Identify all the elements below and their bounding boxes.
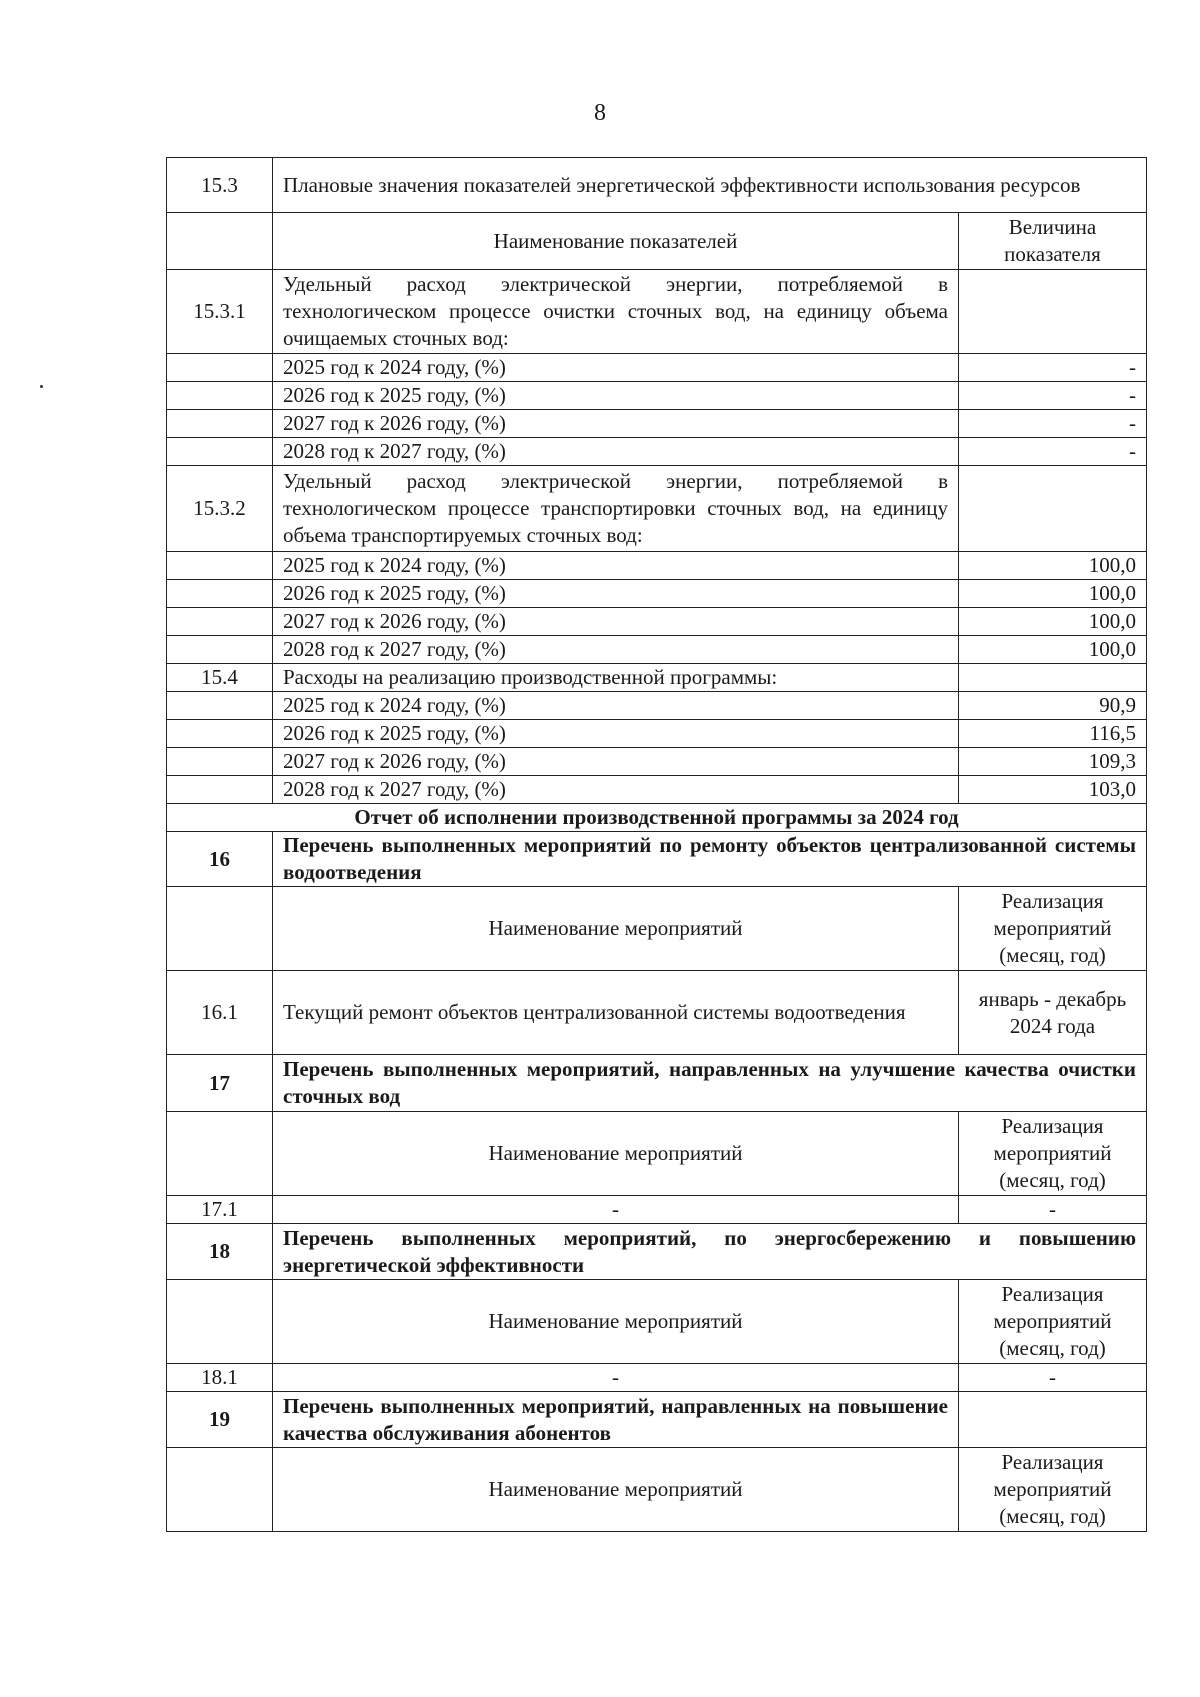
empty-cell xyxy=(167,382,273,410)
column-header-value: Реализация мероприятий (месяц, год) xyxy=(959,1448,1147,1532)
table-row xyxy=(167,1364,1147,1392)
empty-cell xyxy=(167,887,273,971)
table-row xyxy=(167,382,1147,410)
table-header-row xyxy=(167,887,1147,971)
indicator-value: - xyxy=(959,410,1147,438)
indicator-value: 116,5 xyxy=(959,720,1147,748)
table-row xyxy=(167,776,1147,804)
table-row xyxy=(167,410,1147,438)
table-row xyxy=(167,608,1147,636)
measure-date: январь - декабрь 2024 года xyxy=(959,971,1147,1055)
measure-text: Текущий ремонт объектов централизованной системы водоотведения xyxy=(273,971,959,1055)
column-header-name: Наименование мероприятий xyxy=(273,887,959,971)
table-row xyxy=(167,1196,1147,1224)
row-number: 17 xyxy=(167,1055,273,1112)
table-row xyxy=(167,636,1147,664)
empty-cell xyxy=(167,776,273,804)
indicator-value: - xyxy=(959,382,1147,410)
indicator-value: 100,0 xyxy=(959,580,1147,608)
section-title: Перечень выполненных мероприятий по ремонту объектов централизованной системы водоотведения xyxy=(273,832,1147,887)
empty-cell xyxy=(167,410,273,438)
row-number: 15.3.1 xyxy=(167,270,273,354)
period-label: 2025 год к 2024 году, (%) xyxy=(273,552,959,580)
empty-cell xyxy=(167,748,273,776)
table-header-row xyxy=(167,1112,1147,1196)
table-row xyxy=(167,1055,1147,1112)
empty-cell xyxy=(167,213,273,270)
indicator-text: Расходы на реализацию производственной программы: xyxy=(273,664,959,692)
section-title: Перечень выполненных мероприятий, направленных на улучшение качества очистки сточных вод xyxy=(273,1055,1147,1112)
period-label: 2028 год к 2027 году, (%) xyxy=(273,636,959,664)
period-label: 2028 год к 2027 году, (%) xyxy=(273,438,959,466)
empty-cell xyxy=(167,1280,273,1364)
period-label: 2026 год к 2025 году, (%) xyxy=(273,720,959,748)
empty-cell xyxy=(167,580,273,608)
table-row xyxy=(167,552,1147,580)
empty-cell xyxy=(959,664,1147,692)
empty-cell xyxy=(167,552,273,580)
table-row xyxy=(167,1224,1147,1280)
empty-cell xyxy=(167,636,273,664)
section-title: Перечень выполненных мероприятий, по энергосбережению и повышению энергетической эффективности xyxy=(273,1224,1147,1280)
indicator-value: 90,9 xyxy=(959,692,1147,720)
empty-cell xyxy=(959,1392,1147,1448)
table-row xyxy=(167,832,1147,887)
table-header-row xyxy=(167,1448,1147,1532)
table-header-row xyxy=(167,1280,1147,1364)
report-heading: Отчет об исполнении производственной программы за 2024 год xyxy=(167,804,1147,832)
table-header-row xyxy=(167,213,1147,270)
page-number: 8 xyxy=(594,100,606,126)
row-number: 15.3.2 xyxy=(167,466,273,552)
column-header-value: Реализация мероприятий (месяц, год) xyxy=(959,1112,1147,1196)
period-label: 2025 год к 2024 году, (%) xyxy=(273,354,959,382)
period-label: 2027 год к 2026 году, (%) xyxy=(273,748,959,776)
period-label: 2026 год к 2025 году, (%) xyxy=(273,382,959,410)
section-title: Плановые значения показателей энергетической эффективности использования ресурсов xyxy=(273,158,1147,213)
table-row xyxy=(167,270,1147,354)
row-number: 18.1 xyxy=(167,1364,273,1392)
measure-date: - xyxy=(959,1196,1147,1224)
table-row xyxy=(167,664,1147,692)
indicator-text: Удельный расход электрической энергии, потребляемой в технологическом процессе транспортировки сточных вод, на единицу объема транспортируемых сточных вод: xyxy=(273,466,959,552)
row-number: 17.1 xyxy=(167,1196,273,1224)
column-header-name: Наименование мероприятий xyxy=(273,1112,959,1196)
empty-cell xyxy=(167,438,273,466)
measure-text: - xyxy=(273,1364,959,1392)
period-label: 2025 год к 2024 году, (%) xyxy=(273,692,959,720)
column-header-name: Наименование мероприятий xyxy=(273,1280,959,1364)
period-label: 2027 год к 2026 году, (%) xyxy=(273,608,959,636)
column-header-value: Реализация мероприятий (месяц, год) xyxy=(959,887,1147,971)
section-title: Перечень выполненных мероприятий, направленных на повышение качества обслуживания абонентов xyxy=(273,1392,959,1448)
table-row xyxy=(167,720,1147,748)
indicator-value: 100,0 xyxy=(959,552,1147,580)
table-row xyxy=(167,1392,1147,1448)
indicator-text: Удельный расход электрической энергии, потребляемой в технологическом процессе очистки сточных вод, на единицу объема очищаемых сточных вод: xyxy=(273,270,959,354)
empty-cell xyxy=(167,692,273,720)
indicator-value: - xyxy=(959,438,1147,466)
row-number: 18 xyxy=(167,1224,273,1280)
empty-cell xyxy=(167,354,273,382)
indicator-value: 103,0 xyxy=(959,776,1147,804)
column-header-name: Наименование показателей xyxy=(273,213,959,270)
table-row xyxy=(167,354,1147,382)
measure-date: - xyxy=(959,1364,1147,1392)
table-row xyxy=(167,748,1147,776)
indicator-value: 100,0 xyxy=(959,636,1147,664)
empty-cell xyxy=(959,466,1147,552)
row-number: 19 xyxy=(167,1392,273,1448)
empty-cell xyxy=(959,270,1147,354)
row-number: 15.4 xyxy=(167,664,273,692)
indicator-value: 109,3 xyxy=(959,748,1147,776)
table-row xyxy=(167,971,1147,1055)
measure-text: - xyxy=(273,1196,959,1224)
table-row xyxy=(167,804,1147,832)
indicator-value: 100,0 xyxy=(959,608,1147,636)
row-number: 15.3 xyxy=(167,158,273,213)
indicators-table xyxy=(166,157,1147,1532)
period-label: 2027 год к 2026 году, (%) xyxy=(273,410,959,438)
scan-speck xyxy=(40,385,43,388)
table-row xyxy=(167,466,1147,552)
table-row xyxy=(167,580,1147,608)
indicator-value: - xyxy=(959,354,1147,382)
table-row xyxy=(167,692,1147,720)
period-label: 2028 год к 2027 году, (%) xyxy=(273,776,959,804)
table-row xyxy=(167,438,1147,466)
empty-cell xyxy=(167,720,273,748)
row-number: 16.1 xyxy=(167,971,273,1055)
column-header-value: Реализация мероприятий (месяц, год) xyxy=(959,1280,1147,1364)
period-label: 2026 год к 2025 году, (%) xyxy=(273,580,959,608)
empty-cell xyxy=(167,1448,273,1532)
row-number: 16 xyxy=(167,832,273,887)
empty-cell xyxy=(167,1112,273,1196)
column-header-value: Величина показателя xyxy=(959,213,1147,270)
column-header-name: Наименование мероприятий xyxy=(273,1448,959,1532)
table-row xyxy=(167,158,1147,213)
empty-cell xyxy=(167,608,273,636)
